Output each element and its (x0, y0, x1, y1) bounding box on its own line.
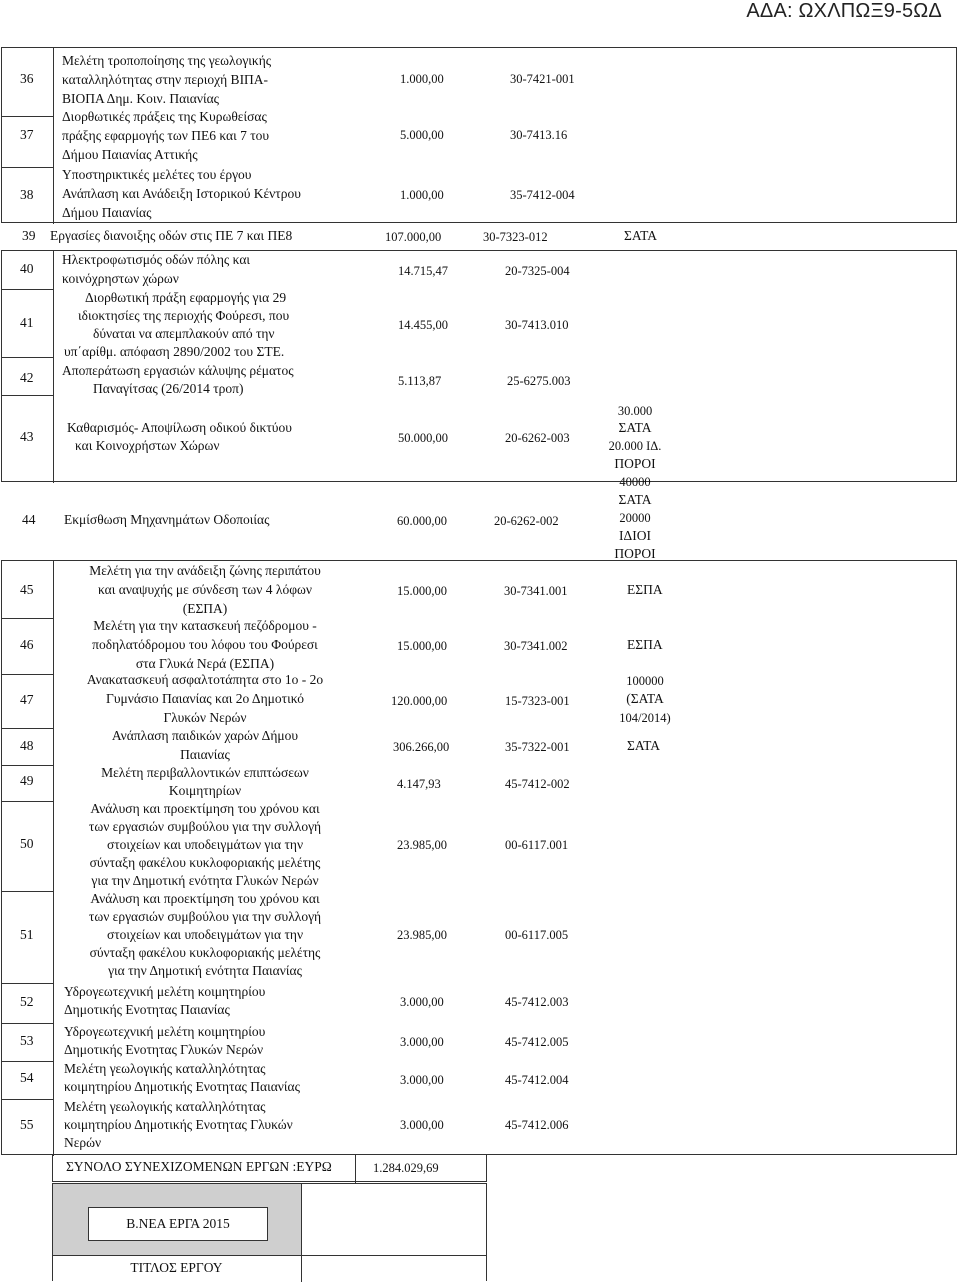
row-title-line: Ανακατασκευή ασφαλτοτάπητα στο 1ο - 2ο (86, 672, 324, 687)
row-source: ΣΑΤΑ (624, 228, 658, 243)
mid-table-row-divider (2, 357, 53, 358)
row-amount: 3.000,00 (400, 1118, 444, 1132)
row-number: 39 (22, 228, 36, 243)
low-table-row-divider (2, 983, 53, 984)
row-title-line: ποδηλατόδρομου του λόφου του Φούρεσι (92, 637, 318, 652)
low-table-row-divider (2, 1061, 53, 1062)
row-number: 42 (20, 370, 34, 385)
row-title-line: κοιμητηρίου Δημοτικής Ενοτητας Γλυκών (64, 1117, 293, 1132)
row-title-line: για την Δημοτική ενότητα Γλυκών Νερών (91, 873, 319, 888)
row-code: 20-6262-002 (494, 514, 559, 528)
row-title-line: υπ΄αρίθμ. απόφαση 2890/2002 του ΣΤΕ. (64, 344, 285, 359)
row-title-line: Υδρογεωτεχνική μελέτη κοιμητηρίου (64, 1024, 266, 1039)
low-table-row-divider (2, 1023, 53, 1024)
row-number: 53 (20, 1033, 34, 1048)
row-code: 45-7412-002 (505, 777, 570, 791)
row-title-line: στοιχείων και υποδειγμάτων για την (106, 837, 304, 852)
low-table-row-divider (2, 728, 53, 729)
row-title-line: των εργασιών συμβούλου για την συλλογή (88, 819, 322, 834)
row-source-line: 30.000 (617, 404, 653, 418)
row-title-line: σύνταξη φακέλου κυκλοφοριακής μελέτης (89, 855, 321, 870)
row-code: 00-6117.005 (505, 928, 569, 942)
row-number: 45 (20, 582, 34, 597)
row-title-line: Ανάλυση και προεκτίμηση του χρόνου και (90, 801, 320, 816)
row-number: 50 (20, 836, 34, 851)
row-source-line: 40000 (619, 475, 651, 489)
row-title-line: Παναγίτσας (26/2014 τροπ) (93, 381, 244, 396)
row-title-line: Μελέτη τροποποίησης της γεωλογικής (62, 53, 272, 68)
mid-table-row-divider (2, 289, 53, 290)
row-title-line: δύναται να απεμπλακούν από την (93, 326, 275, 341)
mid-table-col-divider (53, 251, 54, 483)
row-amount: 5.113,87 (398, 374, 442, 388)
row-code: 30-7413.010 (505, 318, 569, 332)
row-code: 45-7412.004 (505, 1073, 569, 1087)
row-source-line: 104/2014) (619, 711, 671, 725)
top-table-col-divider (53, 48, 54, 224)
row-source: ΕΣΠΑ (627, 582, 663, 597)
row-amount: 4.147,93 (397, 777, 441, 791)
row-number: 52 (20, 994, 34, 1009)
row-title-line: Διορθωτικές πράξεις της Κυρωθείσας (62, 109, 267, 124)
row-title-line: ιδιοκτησίες της περιοχής Φούρεσι, που (78, 308, 290, 323)
row-title-line: Δημοτικής Ενοτητας Γλυκών Νερών (64, 1042, 264, 1057)
row-amount: 23.985,00 (397, 928, 447, 942)
low-table-row-divider (2, 674, 53, 675)
row-source-line: 20000 (619, 511, 651, 525)
new-works-divider (301, 1184, 302, 1282)
row-source-line: 20.000 ΙΔ. (608, 439, 662, 453)
row-amount: 306.266,00 (393, 740, 450, 754)
row-title-line: πράξης εφαρμογής των ΠΕ6 και 7 του (62, 128, 270, 143)
row-title-line: Δήμου Παιανίας Αττικής (62, 147, 198, 162)
row-amount: 50.000,00 (398, 431, 448, 445)
row-title-line: σύνταξη φακέλου κυκλοφοριακής μελέτης (89, 945, 321, 960)
row-title-line: καταλληλότητας στην περιοχή ΒΙΠΑ- (62, 72, 269, 87)
row-title-line: στοιχείων και υποδειγμάτων για την (106, 927, 304, 942)
row-code: 35-7322-001 (505, 740, 570, 754)
row-amount: 15.000,00 (397, 584, 447, 598)
top-table-row-divider (2, 116, 53, 117)
row-title: Εκμίσθωση Μηχανημάτων Οδοποιίας (64, 512, 270, 527)
row-number: 51 (20, 927, 34, 942)
row-title-line: κοινόχρηστων χώρων (62, 271, 179, 286)
row-title-line: Μελέτη περιβαλλοντικών επιπτώσεων (101, 765, 309, 780)
row-title-line: στα Γλυκά Νερά (ΕΣΠΑ) (135, 656, 275, 671)
row-amount: 1.000,00 (400, 72, 444, 86)
row-title-line: των εργασιών συμβούλου για την συλλογή (88, 909, 322, 924)
row-title-line: για την Δημοτική ενότητα Παιανίας (108, 963, 302, 978)
row-number: 38 (20, 187, 34, 202)
row-title-line: Μελέτη για την κατασκευή πεζόδρομου - (93, 618, 317, 633)
ada-header: ΑΔΑ: ΩΧΛΠΩΞ9-5ΩΔ (746, 0, 942, 22)
row-number: 37 (20, 127, 34, 142)
row-code: 30-7341.002 (504, 639, 568, 653)
row-title-line: Δημοτικής Ενοτητας Παιανίας (64, 1002, 230, 1017)
row-title-line: Αποπεράτωση εργασιών κάλυψης ρέματος (62, 363, 294, 378)
row-code: 00-6117.001 (505, 838, 569, 852)
row-code: 25-6275.003 (507, 374, 571, 388)
row-title-line: ΒΙΟΠΑ Δημ. Κοιν. Παιανίας (62, 91, 220, 106)
top-table-row-divider (2, 167, 53, 168)
row-title-line: Μελέτη για την ανάδειξη ζώνης περιπάτου (89, 563, 321, 578)
new-works-header-line (52, 1255, 487, 1256)
row-source-line: ΠΟΡΟΙ (614, 546, 656, 561)
row-title-line: Υδρογεωτεχνική μελέτη κοιμητηρίου (64, 984, 266, 999)
row-source-line: ΣΑΤΑ (618, 420, 652, 435)
row-number: 47 (20, 692, 34, 707)
total-label: ΣΥΝΟΛΟ ΣΥΝΕΧΙΖΟΜΕΝΩΝ ΕΡΓΩΝ :ΕΥΡΩ (66, 1159, 332, 1174)
row-number: 40 (20, 261, 34, 276)
row-number: 48 (20, 738, 34, 753)
row-code: 20-6262-003 (505, 431, 570, 445)
row-code: 30-7421-001 (510, 72, 575, 86)
low-table-row-divider (2, 765, 53, 766)
low-table-row-divider (2, 1099, 53, 1100)
row-number: 41 (20, 315, 34, 330)
row-number: 55 (20, 1117, 34, 1132)
low-table-col-divider (53, 561, 54, 1156)
row-title-line: Μελέτη γεωλογικής καταλληλότητας (64, 1099, 266, 1114)
row-code: 15-7323-001 (505, 694, 570, 708)
row-title-line: Μελέτη γεωλογικής καταλληλότητας (64, 1061, 266, 1076)
row-source-line: ΙΔΙΟΙ (619, 528, 651, 543)
row-code: 45-7412.003 (505, 995, 569, 1009)
row-source-line: ΠΟΡΟΙ (614, 456, 656, 471)
row-title-line: και Κοινοχρήστων Χώρων (75, 438, 220, 453)
row-code: 35-7412-004 (510, 188, 575, 202)
row-title-line: Παιανίας (180, 747, 230, 762)
total-row-divider (355, 1155, 356, 1183)
row-title-line: Ανάπλαση και Ανάδειξη Ιστορικού Κέντρου (62, 186, 301, 201)
row-amount: 5.000,00 (400, 128, 444, 142)
row-code: 30-7341.001 (504, 584, 568, 598)
row-amount: 14.715,47 (398, 264, 448, 278)
row-number: 46 (20, 637, 34, 652)
row-source: ΕΣΠΑ (627, 637, 663, 652)
row-title-line: Ανάπλαση παιδικών χαρών Δήμου (111, 728, 299, 743)
low-table-row-divider (2, 801, 53, 802)
row-amount: 3.000,00 (400, 1073, 444, 1087)
row-title-line: Κοιμητηρίων (168, 783, 242, 798)
row-amount: 15.000,00 (397, 639, 447, 653)
mid-table-row-divider (2, 395, 53, 396)
row-amount: 23.985,00 (397, 838, 447, 852)
row-code: 45-7412.006 (505, 1118, 569, 1132)
row-amount: 107.000,00 (385, 230, 442, 244)
row-title-line: Διορθωτική πράξη εφαρμογής για 29 (85, 290, 287, 305)
low-table-row-divider (2, 618, 53, 619)
row-title-line: (ΕΣΠΑ) (182, 601, 228, 616)
row-number: 54 (20, 1070, 34, 1085)
row-amount: 3.000,00 (400, 995, 444, 1009)
row-code: 30-7413.16 (510, 128, 568, 142)
row-title-line: Ανάλυση και προεκτίμηση του χρόνου και (90, 891, 320, 906)
row-code: 30-7323-012 (483, 230, 548, 244)
row-title-line: Ηλεκτροφωτισμός οδών πόλης και (62, 252, 251, 267)
row-number: 49 (20, 773, 34, 788)
row-code: 45-7412.005 (505, 1035, 569, 1049)
row-amount: 1.000,00 (400, 188, 444, 202)
title-column-header: ΤΙΤΛΟΣ ΕΡΓΟΥ (130, 1260, 223, 1275)
row-amount: 120.000,00 (391, 694, 448, 708)
row-title-line: Δήμου Παιανίας (62, 205, 152, 220)
row-number: 44 (22, 512, 36, 527)
row-title-line: Γυμνάσιο Παιανίας και 2ο Δημοτικό (106, 691, 304, 706)
row-amount: 14.455,00 (398, 318, 448, 332)
row-title-line: κοιμητηρίου Δημοτικής Ενοτητας Παιανίας (64, 1079, 300, 1094)
new-works-heading: Β.ΝΕΑ ΕΡΓΑ 2015 (126, 1216, 230, 1231)
total-amount: 1.284.029,69 (373, 1161, 439, 1175)
row-number: 36 (20, 71, 34, 86)
row-amount: 3.000,00 (400, 1035, 444, 1049)
row-source-line: 100000 (626, 674, 664, 688)
row-source: ΣΑΤΑ (627, 738, 661, 753)
row-number: 43 (20, 429, 34, 444)
row-amount: 60.000,00 (397, 514, 447, 528)
row-title: Εργασίες διανοιξης οδών στις ΠΕ 7 και ΠΕ8 (50, 228, 293, 243)
row-title-line: Γλυκών Νερών (163, 710, 247, 725)
row-title-line: και αναψυχής με σύνδεση των 4 λόφων (97, 582, 312, 597)
row-title-line: Νερών (64, 1135, 102, 1150)
low-table-row-divider (2, 891, 53, 892)
row-source-line: (ΣΑΤΑ (626, 691, 664, 706)
row-title-line: Υποστηρικτικές μελέτες του έργου (62, 167, 252, 182)
row-code: 20-7325-004 (505, 264, 570, 278)
row-source-line: ΣΑΤΑ (618, 492, 652, 507)
row-title-line: Καθαρισμός- Αποψίλωση οδικού δικτύου (67, 420, 292, 435)
